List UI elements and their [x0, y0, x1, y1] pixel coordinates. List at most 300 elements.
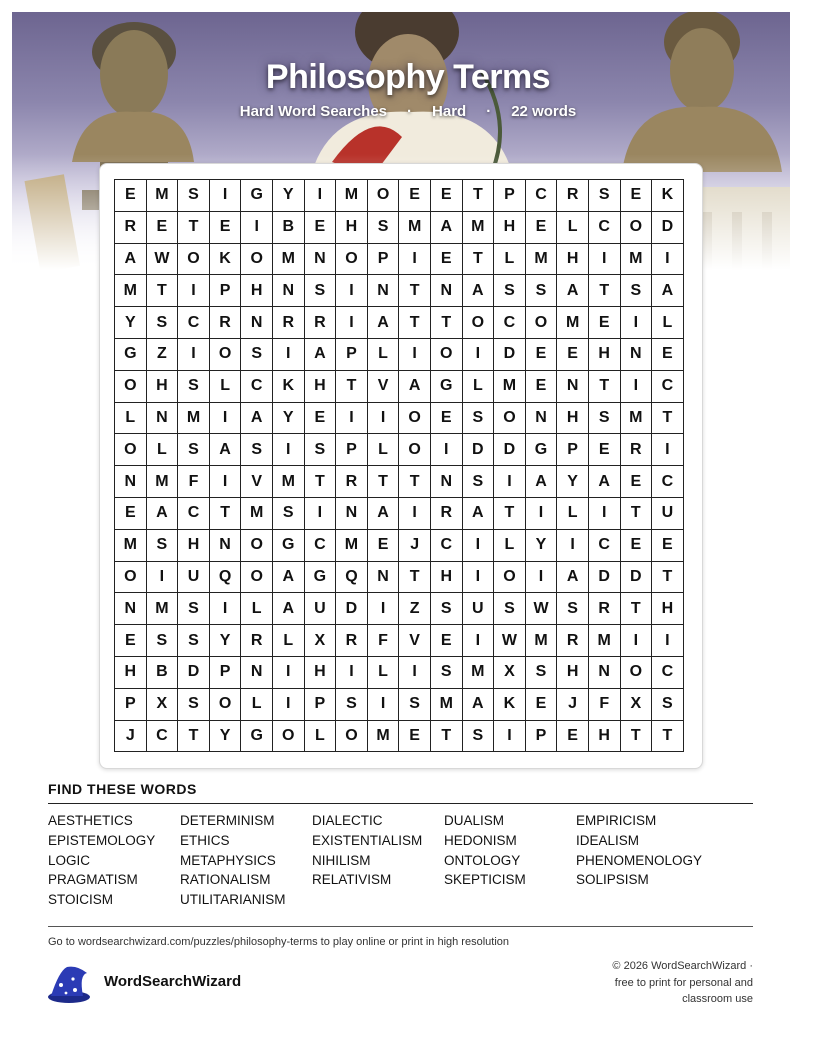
grid-cell[interactable]: S: [178, 434, 210, 466]
grid-cell[interactable]: R: [304, 307, 336, 339]
grid-cell[interactable]: E: [620, 529, 652, 561]
grid-cell[interactable]: O: [399, 402, 431, 434]
grid-cell[interactable]: L: [209, 370, 241, 402]
grid-cell[interactable]: A: [209, 434, 241, 466]
grid-cell[interactable]: L: [494, 243, 526, 275]
grid-cell[interactable]: M: [178, 402, 210, 434]
grid-cell[interactable]: V: [241, 466, 273, 498]
grid-cell[interactable]: O: [430, 338, 462, 370]
grid-cell[interactable]: Y: [525, 529, 557, 561]
grid-cell[interactable]: A: [652, 275, 684, 307]
grid-cell[interactable]: G: [304, 561, 336, 593]
grid-cell[interactable]: R: [115, 211, 147, 243]
grid-cell[interactable]: T: [178, 720, 210, 752]
grid-cell[interactable]: R: [430, 497, 462, 529]
grid-cell[interactable]: P: [557, 434, 589, 466]
grid-cell[interactable]: P: [304, 688, 336, 720]
grid-cell[interactable]: I: [462, 529, 494, 561]
grid-cell[interactable]: H: [494, 211, 526, 243]
grid-cell[interactable]: N: [620, 338, 652, 370]
grid-cell[interactable]: Y: [272, 402, 304, 434]
grid-cell[interactable]: J: [399, 529, 431, 561]
grid-cell[interactable]: N: [367, 561, 399, 593]
grid-cell[interactable]: J: [557, 688, 589, 720]
grid-cell[interactable]: T: [399, 275, 431, 307]
grid-cell[interactable]: A: [557, 561, 589, 593]
grid-cell[interactable]: I: [494, 720, 526, 752]
grid-cell[interactable]: S: [272, 497, 304, 529]
grid-cell[interactable]: A: [588, 466, 620, 498]
grid-cell[interactable]: U: [462, 593, 494, 625]
grid-cell[interactable]: R: [557, 180, 589, 212]
grid-cell[interactable]: Y: [272, 180, 304, 212]
grid-cell[interactable]: E: [652, 338, 684, 370]
grid-cell[interactable]: M: [336, 180, 368, 212]
grid-cell[interactable]: F: [367, 625, 399, 657]
grid-cell[interactable]: A: [525, 466, 557, 498]
grid-cell[interactable]: E: [525, 370, 557, 402]
grid-cell[interactable]: Z: [146, 338, 178, 370]
grid-cell[interactable]: H: [336, 211, 368, 243]
grid-cell[interactable]: K: [272, 370, 304, 402]
grid-cell[interactable]: L: [272, 625, 304, 657]
grid-cell[interactable]: C: [652, 466, 684, 498]
grid-cell[interactable]: Q: [209, 561, 241, 593]
grid-cell[interactable]: O: [115, 561, 147, 593]
grid-cell[interactable]: I: [588, 243, 620, 275]
grid-cell[interactable]: M: [399, 211, 431, 243]
grid-cell[interactable]: N: [115, 466, 147, 498]
grid-cell[interactable]: T: [336, 370, 368, 402]
grid-cell[interactable]: E: [525, 688, 557, 720]
grid-cell[interactable]: E: [652, 529, 684, 561]
grid-cell[interactable]: E: [146, 211, 178, 243]
grid-cell[interactable]: N: [588, 656, 620, 688]
grid-cell[interactable]: D: [494, 434, 526, 466]
grid-cell[interactable]: T: [620, 720, 652, 752]
grid-cell[interactable]: M: [525, 625, 557, 657]
grid-cell[interactable]: R: [588, 593, 620, 625]
grid-cell[interactable]: P: [367, 243, 399, 275]
grid-cell[interactable]: K: [209, 243, 241, 275]
grid-cell[interactable]: D: [588, 561, 620, 593]
grid-cell[interactable]: P: [209, 656, 241, 688]
grid-cell[interactable]: H: [557, 243, 589, 275]
grid-cell[interactable]: H: [430, 561, 462, 593]
grid-cell[interactable]: F: [178, 466, 210, 498]
grid-cell[interactable]: S: [178, 688, 210, 720]
grid-cell[interactable]: T: [652, 561, 684, 593]
grid-cell[interactable]: X: [494, 656, 526, 688]
grid-cell[interactable]: D: [620, 561, 652, 593]
grid-cell[interactable]: N: [367, 275, 399, 307]
grid-cell[interactable]: C: [178, 497, 210, 529]
grid-cell[interactable]: T: [178, 211, 210, 243]
grid-cell[interactable]: E: [588, 434, 620, 466]
grid-cell[interactable]: S: [146, 529, 178, 561]
grid-cell[interactable]: I: [399, 656, 431, 688]
grid-cell[interactable]: T: [462, 180, 494, 212]
grid-cell[interactable]: S: [304, 275, 336, 307]
grid-cell[interactable]: N: [272, 275, 304, 307]
grid-cell[interactable]: M: [115, 529, 147, 561]
grid-cell[interactable]: S: [178, 180, 210, 212]
grid-cell[interactable]: S: [525, 275, 557, 307]
grid-cell[interactable]: H: [652, 593, 684, 625]
grid-cell[interactable]: Q: [336, 561, 368, 593]
grid-cell[interactable]: I: [399, 243, 431, 275]
grid-cell[interactable]: L: [115, 402, 147, 434]
grid-cell[interactable]: S: [557, 593, 589, 625]
grid-cell[interactable]: M: [272, 243, 304, 275]
grid-cell[interactable]: I: [399, 497, 431, 529]
grid-cell[interactable]: J: [115, 720, 147, 752]
grid-cell[interactable]: O: [178, 243, 210, 275]
grid-cell[interactable]: O: [399, 434, 431, 466]
grid-cell[interactable]: M: [146, 180, 178, 212]
grid-cell[interactable]: I: [209, 402, 241, 434]
grid-cell[interactable]: T: [399, 466, 431, 498]
grid-cell[interactable]: L: [367, 338, 399, 370]
grid-cell[interactable]: N: [241, 656, 273, 688]
grid-cell[interactable]: T: [304, 466, 336, 498]
grid-cell[interactable]: E: [430, 180, 462, 212]
grid-cell[interactable]: U: [652, 497, 684, 529]
grid-cell[interactable]: X: [146, 688, 178, 720]
grid-cell[interactable]: D: [652, 211, 684, 243]
grid-cell[interactable]: M: [430, 688, 462, 720]
grid-cell[interactable]: S: [336, 688, 368, 720]
grid-cell[interactable]: D: [178, 656, 210, 688]
grid-cell[interactable]: D: [336, 593, 368, 625]
grid-cell[interactable]: X: [304, 625, 336, 657]
grid-cell[interactable]: M: [588, 625, 620, 657]
grid-cell[interactable]: I: [146, 561, 178, 593]
grid-cell[interactable]: E: [620, 466, 652, 498]
grid-cell[interactable]: N: [557, 370, 589, 402]
grid-cell[interactable]: I: [241, 211, 273, 243]
grid-cell[interactable]: S: [462, 720, 494, 752]
grid-cell[interactable]: E: [115, 625, 147, 657]
grid-cell[interactable]: I: [178, 338, 210, 370]
grid-cell[interactable]: E: [209, 211, 241, 243]
grid-cell[interactable]: G: [525, 434, 557, 466]
grid-cell[interactable]: M: [494, 370, 526, 402]
grid-cell[interactable]: L: [494, 529, 526, 561]
grid-cell[interactable]: D: [462, 434, 494, 466]
grid-cell[interactable]: E: [115, 180, 147, 212]
grid-cell[interactable]: P: [494, 180, 526, 212]
grid-cell[interactable]: T: [652, 402, 684, 434]
grid-cell[interactable]: G: [430, 370, 462, 402]
grid-cell[interactable]: T: [588, 370, 620, 402]
grid-cell[interactable]: L: [367, 656, 399, 688]
grid-cell[interactable]: E: [525, 338, 557, 370]
grid-cell[interactable]: I: [272, 688, 304, 720]
grid-cell[interactable]: A: [557, 275, 589, 307]
grid-cell[interactable]: N: [209, 529, 241, 561]
grid-cell[interactable]: M: [146, 593, 178, 625]
grid-cell[interactable]: C: [588, 211, 620, 243]
grid-cell[interactable]: A: [462, 497, 494, 529]
grid-cell[interactable]: O: [620, 656, 652, 688]
grid-cell[interactable]: O: [241, 529, 273, 561]
grid-cell[interactable]: W: [494, 625, 526, 657]
grid-cell[interactable]: O: [525, 307, 557, 339]
grid-cell[interactable]: E: [304, 402, 336, 434]
grid-cell[interactable]: N: [430, 275, 462, 307]
grid-cell[interactable]: G: [241, 720, 273, 752]
grid-cell[interactable]: L: [652, 307, 684, 339]
grid-cell[interactable]: C: [241, 370, 273, 402]
grid-cell[interactable]: I: [209, 466, 241, 498]
grid-cell[interactable]: N: [241, 307, 273, 339]
grid-cell[interactable]: I: [652, 625, 684, 657]
grid-cell[interactable]: I: [620, 370, 652, 402]
grid-cell[interactable]: I: [367, 593, 399, 625]
grid-cell[interactable]: I: [494, 466, 526, 498]
grid-cell[interactable]: G: [115, 338, 147, 370]
grid-cell[interactable]: E: [430, 402, 462, 434]
grid-cell[interactable]: R: [241, 625, 273, 657]
grid-cell[interactable]: U: [178, 561, 210, 593]
grid-cell[interactable]: O: [494, 561, 526, 593]
grid-cell[interactable]: I: [588, 497, 620, 529]
grid-cell[interactable]: S: [146, 625, 178, 657]
grid-cell[interactable]: T: [367, 466, 399, 498]
grid-cell[interactable]: B: [272, 211, 304, 243]
grid-cell[interactable]: S: [525, 656, 557, 688]
grid-cell[interactable]: S: [146, 307, 178, 339]
grid-cell[interactable]: R: [272, 307, 304, 339]
grid-cell[interactable]: P: [525, 720, 557, 752]
grid-cell[interactable]: N: [304, 243, 336, 275]
grid-cell[interactable]: T: [652, 720, 684, 752]
grid-cell[interactable]: C: [146, 720, 178, 752]
grid-cell[interactable]: M: [462, 656, 494, 688]
grid-cell[interactable]: N: [430, 466, 462, 498]
grid-cell[interactable]: I: [304, 180, 336, 212]
grid-cell[interactable]: T: [430, 307, 462, 339]
grid-cell[interactable]: S: [367, 211, 399, 243]
grid-cell[interactable]: A: [367, 307, 399, 339]
grid-cell[interactable]: A: [272, 561, 304, 593]
grid-cell[interactable]: C: [525, 180, 557, 212]
grid-cell[interactable]: X: [620, 688, 652, 720]
grid-cell[interactable]: D: [494, 338, 526, 370]
grid-cell[interactable]: N: [115, 593, 147, 625]
grid-cell[interactable]: H: [557, 402, 589, 434]
grid-cell[interactable]: R: [557, 625, 589, 657]
grid-cell[interactable]: E: [588, 307, 620, 339]
grid-cell[interactable]: T: [399, 307, 431, 339]
grid-cell[interactable]: C: [178, 307, 210, 339]
grid-cell[interactable]: O: [209, 338, 241, 370]
grid-cell[interactable]: T: [462, 243, 494, 275]
grid-cell[interactable]: O: [272, 720, 304, 752]
grid-cell[interactable]: S: [304, 434, 336, 466]
grid-cell[interactable]: T: [399, 561, 431, 593]
grid-cell[interactable]: I: [209, 593, 241, 625]
grid-cell[interactable]: E: [399, 720, 431, 752]
grid-cell[interactable]: S: [588, 180, 620, 212]
grid-cell[interactable]: G: [272, 529, 304, 561]
grid-cell[interactable]: M: [146, 466, 178, 498]
grid-cell[interactable]: I: [336, 656, 368, 688]
grid-cell[interactable]: F: [588, 688, 620, 720]
grid-cell[interactable]: I: [525, 497, 557, 529]
grid-cell[interactable]: Y: [209, 720, 241, 752]
grid-cell[interactable]: M: [367, 720, 399, 752]
grid-cell[interactable]: M: [620, 243, 652, 275]
grid-cell[interactable]: I: [557, 529, 589, 561]
grid-cell[interactable]: K: [652, 180, 684, 212]
grid-cell[interactable]: S: [620, 275, 652, 307]
grid-cell[interactable]: M: [620, 402, 652, 434]
grid-cell[interactable]: Z: [399, 593, 431, 625]
play-online-link[interactable]: Go to wordsearchwizard.com/puzzles/philosophy-terms to play online or print in high resolution: [48, 936, 510, 948]
grid-cell[interactable]: O: [367, 180, 399, 212]
grid-cell[interactable]: S: [430, 593, 462, 625]
grid-cell[interactable]: P: [336, 434, 368, 466]
grid-cell[interactable]: M: [525, 243, 557, 275]
grid-cell[interactable]: I: [399, 338, 431, 370]
grid-cell[interactable]: A: [146, 497, 178, 529]
grid-cell[interactable]: R: [209, 307, 241, 339]
grid-cell[interactable]: H: [146, 370, 178, 402]
grid-cell[interactable]: I: [304, 497, 336, 529]
grid-cell[interactable]: S: [462, 466, 494, 498]
grid-cell[interactable]: O: [620, 211, 652, 243]
grid-cell[interactable]: I: [336, 307, 368, 339]
grid-cell[interactable]: S: [241, 338, 273, 370]
grid-cell[interactable]: E: [430, 243, 462, 275]
grid-cell[interactable]: R: [620, 434, 652, 466]
grid-cell[interactable]: T: [494, 497, 526, 529]
grid-cell[interactable]: O: [209, 688, 241, 720]
grid-cell[interactable]: H: [304, 656, 336, 688]
grid-cell[interactable]: N: [336, 497, 368, 529]
grid-cell[interactable]: G: [241, 180, 273, 212]
grid-cell[interactable]: H: [304, 370, 336, 402]
grid-cell[interactable]: H: [557, 656, 589, 688]
grid-cell[interactable]: L: [367, 434, 399, 466]
grid-cell[interactable]: L: [146, 434, 178, 466]
grid-cell[interactable]: P: [209, 275, 241, 307]
grid-cell[interactable]: P: [336, 338, 368, 370]
grid-cell[interactable]: C: [588, 529, 620, 561]
grid-cell[interactable]: S: [652, 688, 684, 720]
grid-cell[interactable]: I: [620, 625, 652, 657]
grid-cell[interactable]: M: [557, 307, 589, 339]
grid-cell[interactable]: I: [336, 275, 368, 307]
grid-cell[interactable]: M: [462, 211, 494, 243]
grid-cell[interactable]: E: [557, 338, 589, 370]
grid-cell[interactable]: I: [178, 275, 210, 307]
grid-cell[interactable]: S: [178, 593, 210, 625]
grid-cell[interactable]: I: [272, 656, 304, 688]
grid-cell[interactable]: T: [430, 720, 462, 752]
grid-cell[interactable]: O: [115, 370, 147, 402]
grid-cell[interactable]: S: [494, 275, 526, 307]
grid-cell[interactable]: O: [115, 434, 147, 466]
grid-cell[interactable]: I: [462, 625, 494, 657]
grid-cell[interactable]: A: [462, 688, 494, 720]
grid-cell[interactable]: O: [336, 243, 368, 275]
grid-cell[interactable]: T: [620, 593, 652, 625]
grid-cell[interactable]: P: [115, 688, 147, 720]
grid-cell[interactable]: M: [241, 497, 273, 529]
grid-cell[interactable]: T: [209, 497, 241, 529]
grid-cell[interactable]: I: [336, 402, 368, 434]
grid-cell[interactable]: I: [367, 688, 399, 720]
grid-cell[interactable]: R: [336, 466, 368, 498]
grid-cell[interactable]: S: [430, 656, 462, 688]
grid-cell[interactable]: C: [652, 656, 684, 688]
grid-cell[interactable]: V: [367, 370, 399, 402]
grid-cell[interactable]: I: [209, 180, 241, 212]
grid-cell[interactable]: C: [304, 529, 336, 561]
grid-cell[interactable]: I: [620, 307, 652, 339]
grid-cell[interactable]: A: [241, 402, 273, 434]
grid-cell[interactable]: S: [588, 402, 620, 434]
grid-cell[interactable]: I: [367, 402, 399, 434]
grid-cell[interactable]: A: [462, 275, 494, 307]
grid-cell[interactable]: I: [272, 338, 304, 370]
grid-cell[interactable]: L: [557, 497, 589, 529]
grid-cell[interactable]: E: [304, 211, 336, 243]
grid-cell[interactable]: B: [146, 656, 178, 688]
grid-cell[interactable]: E: [115, 497, 147, 529]
grid-cell[interactable]: L: [241, 593, 273, 625]
grid-cell[interactable]: A: [430, 211, 462, 243]
grid-cell[interactable]: L: [557, 211, 589, 243]
grid-cell[interactable]: O: [241, 243, 273, 275]
grid-cell[interactable]: O: [241, 561, 273, 593]
grid-cell[interactable]: O: [336, 720, 368, 752]
grid-cell[interactable]: E: [620, 180, 652, 212]
grid-cell[interactable]: W: [525, 593, 557, 625]
grid-cell[interactable]: I: [652, 243, 684, 275]
grid-cell[interactable]: I: [462, 561, 494, 593]
grid-cell[interactable]: H: [241, 275, 273, 307]
grid-cell[interactable]: K: [494, 688, 526, 720]
grid-cell[interactable]: E: [367, 529, 399, 561]
grid-cell[interactable]: E: [557, 720, 589, 752]
grid-cell[interactable]: L: [304, 720, 336, 752]
grid-cell[interactable]: O: [494, 402, 526, 434]
grid-cell[interactable]: U: [304, 593, 336, 625]
grid-cell[interactable]: I: [272, 434, 304, 466]
grid-cell[interactable]: H: [178, 529, 210, 561]
grid-cell[interactable]: Y: [115, 307, 147, 339]
grid-cell[interactable]: O: [462, 307, 494, 339]
grid-cell[interactable]: Y: [557, 466, 589, 498]
grid-cell[interactable]: C: [430, 529, 462, 561]
grid-cell[interactable]: I: [462, 338, 494, 370]
grid-cell[interactable]: V: [399, 625, 431, 657]
grid-cell[interactable]: H: [588, 338, 620, 370]
grid-cell[interactable]: T: [146, 275, 178, 307]
grid-cell[interactable]: Y: [209, 625, 241, 657]
grid-cell[interactable]: H: [115, 656, 147, 688]
grid-cell[interactable]: A: [272, 593, 304, 625]
grid-cell[interactable]: E: [430, 625, 462, 657]
grid-cell[interactable]: H: [588, 720, 620, 752]
grid-cell[interactable]: S: [462, 402, 494, 434]
grid-cell[interactable]: A: [367, 497, 399, 529]
grid-cell[interactable]: S: [178, 625, 210, 657]
